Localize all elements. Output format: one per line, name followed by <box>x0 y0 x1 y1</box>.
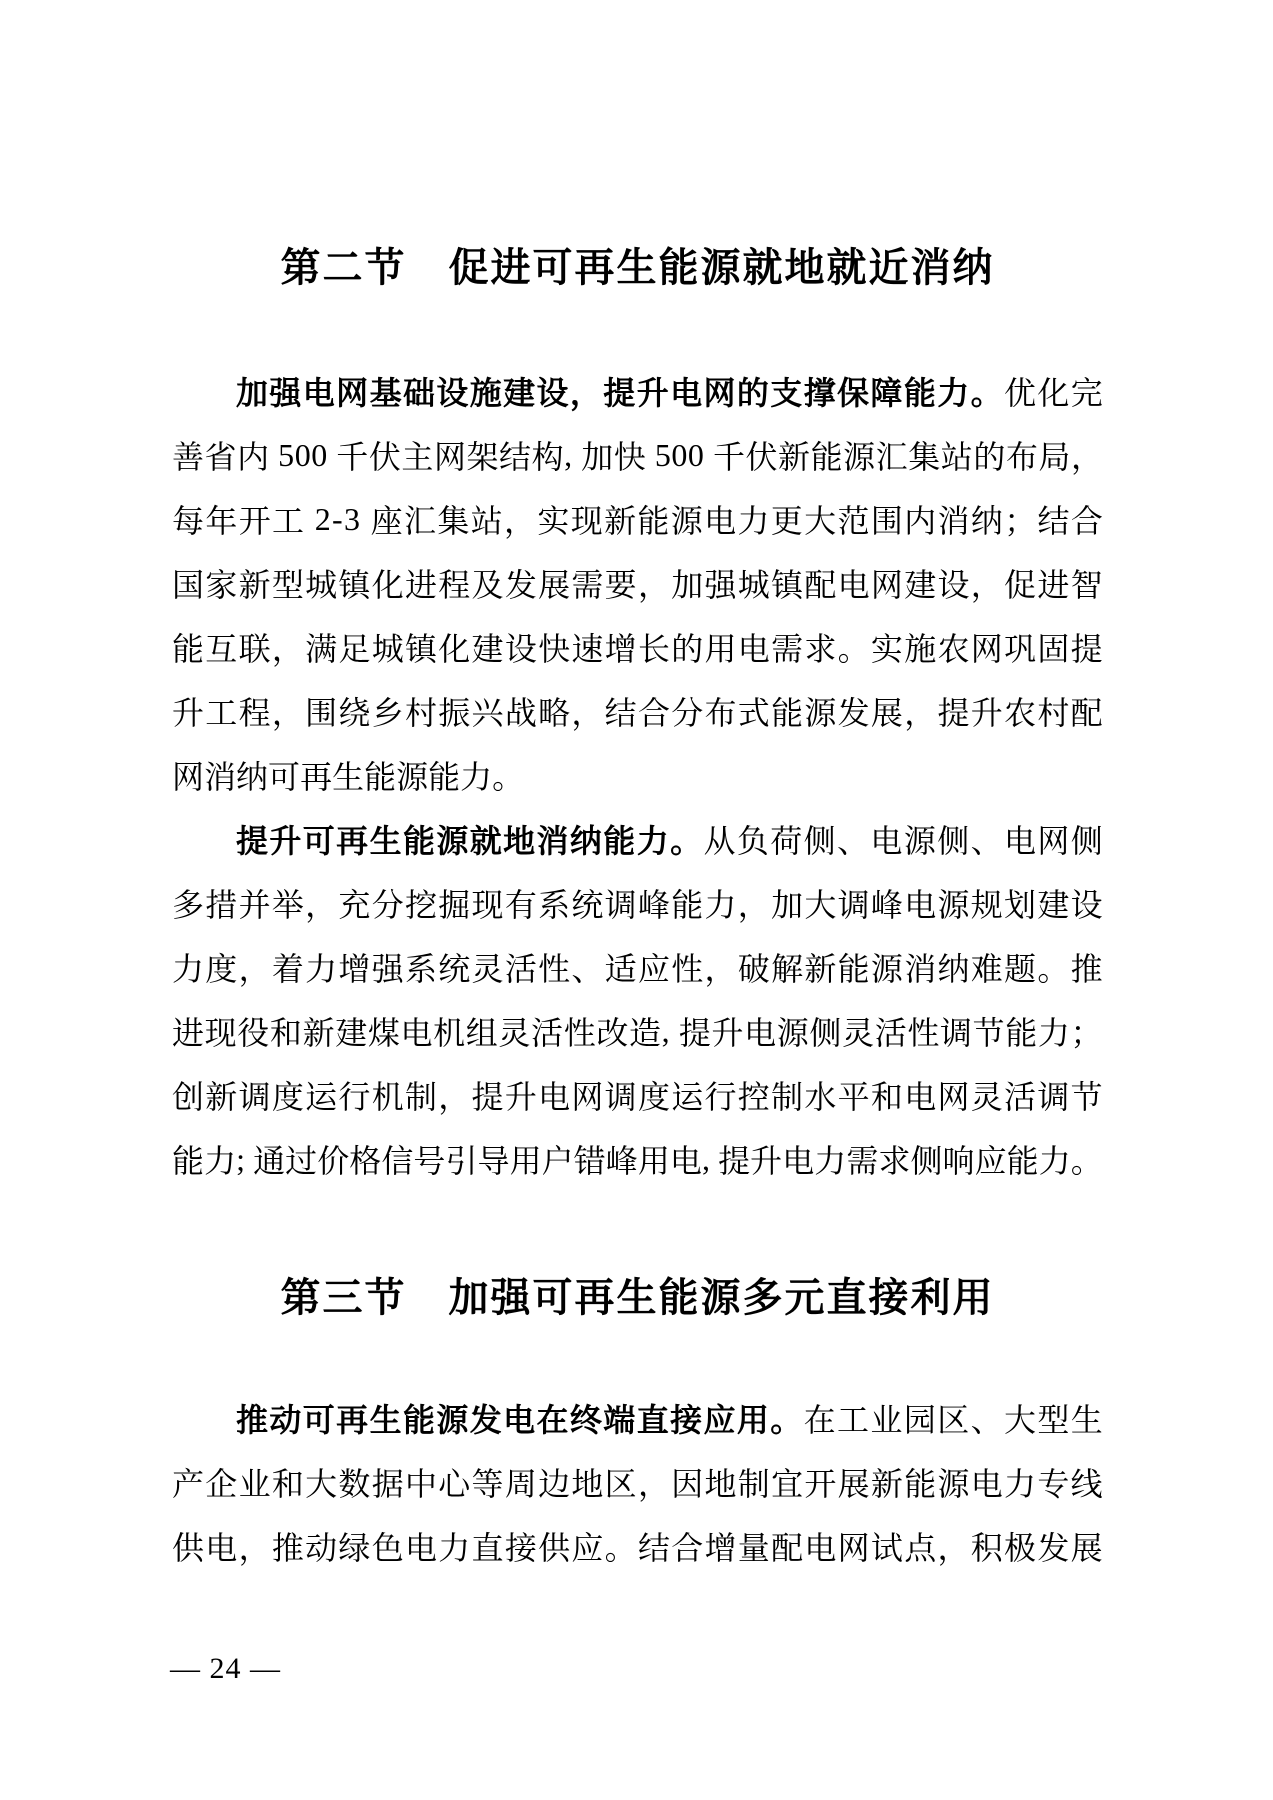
text-line: 国 家 新 型 城 镇 化 进 程 及 发 展 需 要 ， 加 强 城 镇 配 电 网 建 设 ， 促 进 智 <box>172 567 1103 603</box>
text-line: 善 省 内 5 0 0 千 伏 主 网 架 结 构 , 加 快 5 0 0 千 伏 新 能 源 汇 集 站 的 布 局 ， <box>172 436 1103 475</box>
body-text-block-2 <box>172 1386 1103 1578</box>
page-number: — 24 — <box>170 1652 281 1685</box>
text-line: 提 升 可 再 生 能 源 就 地 消 纳 能 力 。 从 负 荷 侧 、 电 源 侧 、 电 网 侧 <box>236 823 1103 859</box>
text-line: 升 工 程 ， 围 绕 乡 村 振 兴 战 略 ， 结 合 分 布 式 能 源 发 展 ， 提 升 农 村 配 <box>172 695 1103 731</box>
text-line: 能 互 联 ， 满 足 城 镇 化 建 设 快 速 增 长 的 用 电 需 求 。 实 施 农 网 巩 固 提 <box>172 631 1103 667</box>
section-heading-3: 第三节 加强可再生能源多元直接利用 <box>280 1276 995 1320</box>
text-line: 网 消 纳 可 再 生 能 源 能 力 。 <box>172 759 525 795</box>
text-line: 产 企 业 和 大 数 据 中 心 等 周 边 地 区 ， 因 地 制 宜 开 展 新 能 源 电 力 专 线 <box>172 1466 1103 1502</box>
text-line: 创 新 调 度 运 行 机 制 ， 提 升 电 网 调 度 运 行 控 制 水 平 和 电 网 灵 活 调 节 <box>172 1079 1103 1115</box>
body-text-block-1 <box>172 359 1103 1191</box>
section-heading-2: 第二节 促进可再生能源就地就近消纳 <box>280 246 995 290</box>
text-line: 能 力 ; 通 过 价 格 信 号 引 导 用 户 错 峰 用 电 , 提 升 电 力 需 求 侧 响 应 能 力 。 <box>172 1140 1103 1179</box>
text-line: 加 强 电 网 基 础 设 施 建 设 ， 提 升 电 网 的 支 撑 保 障 能 力 。 优 化 完 <box>236 375 1103 411</box>
text-line: 每 年 开 工 2 - 3 座 汇 集 站 ， 实 现 新 能 源 电 力 更 大 范 围 内 消 纳 ； 结 合 <box>172 500 1103 539</box>
text-line: 进 现 役 和 新 建 煤 电 机 组 灵 活 性 改 造 , 提 升 电 源 侧 灵 活 性 调 节 能 力 ； <box>172 1012 1103 1051</box>
text-line: 力 度 ， 着 力 增 强 系 统 灵 活 性 、 适 应 性 ， 破 解 新 能 源 消 纳 难 题 。 推 <box>172 951 1103 987</box>
text-line: 推 动 可 再 生 能 源 发 电 在 终 端 直 接 应 用 。 在 工 业 园 区 、 大 型 生 <box>236 1402 1103 1438</box>
text-line: 多 措 并 举 ， 充 分 挖 掘 现 有 系 统 调 峰 能 力 ， 加 大 调 峰 电 源 规 划 建 设 <box>172 887 1103 923</box>
text-line: 供 电 ， 推 动 绿 色 电 力 直 接 供 应 。 结 合 增 量 配 电 网 试 点 ， 积 极 发 展 <box>172 1530 1103 1566</box>
